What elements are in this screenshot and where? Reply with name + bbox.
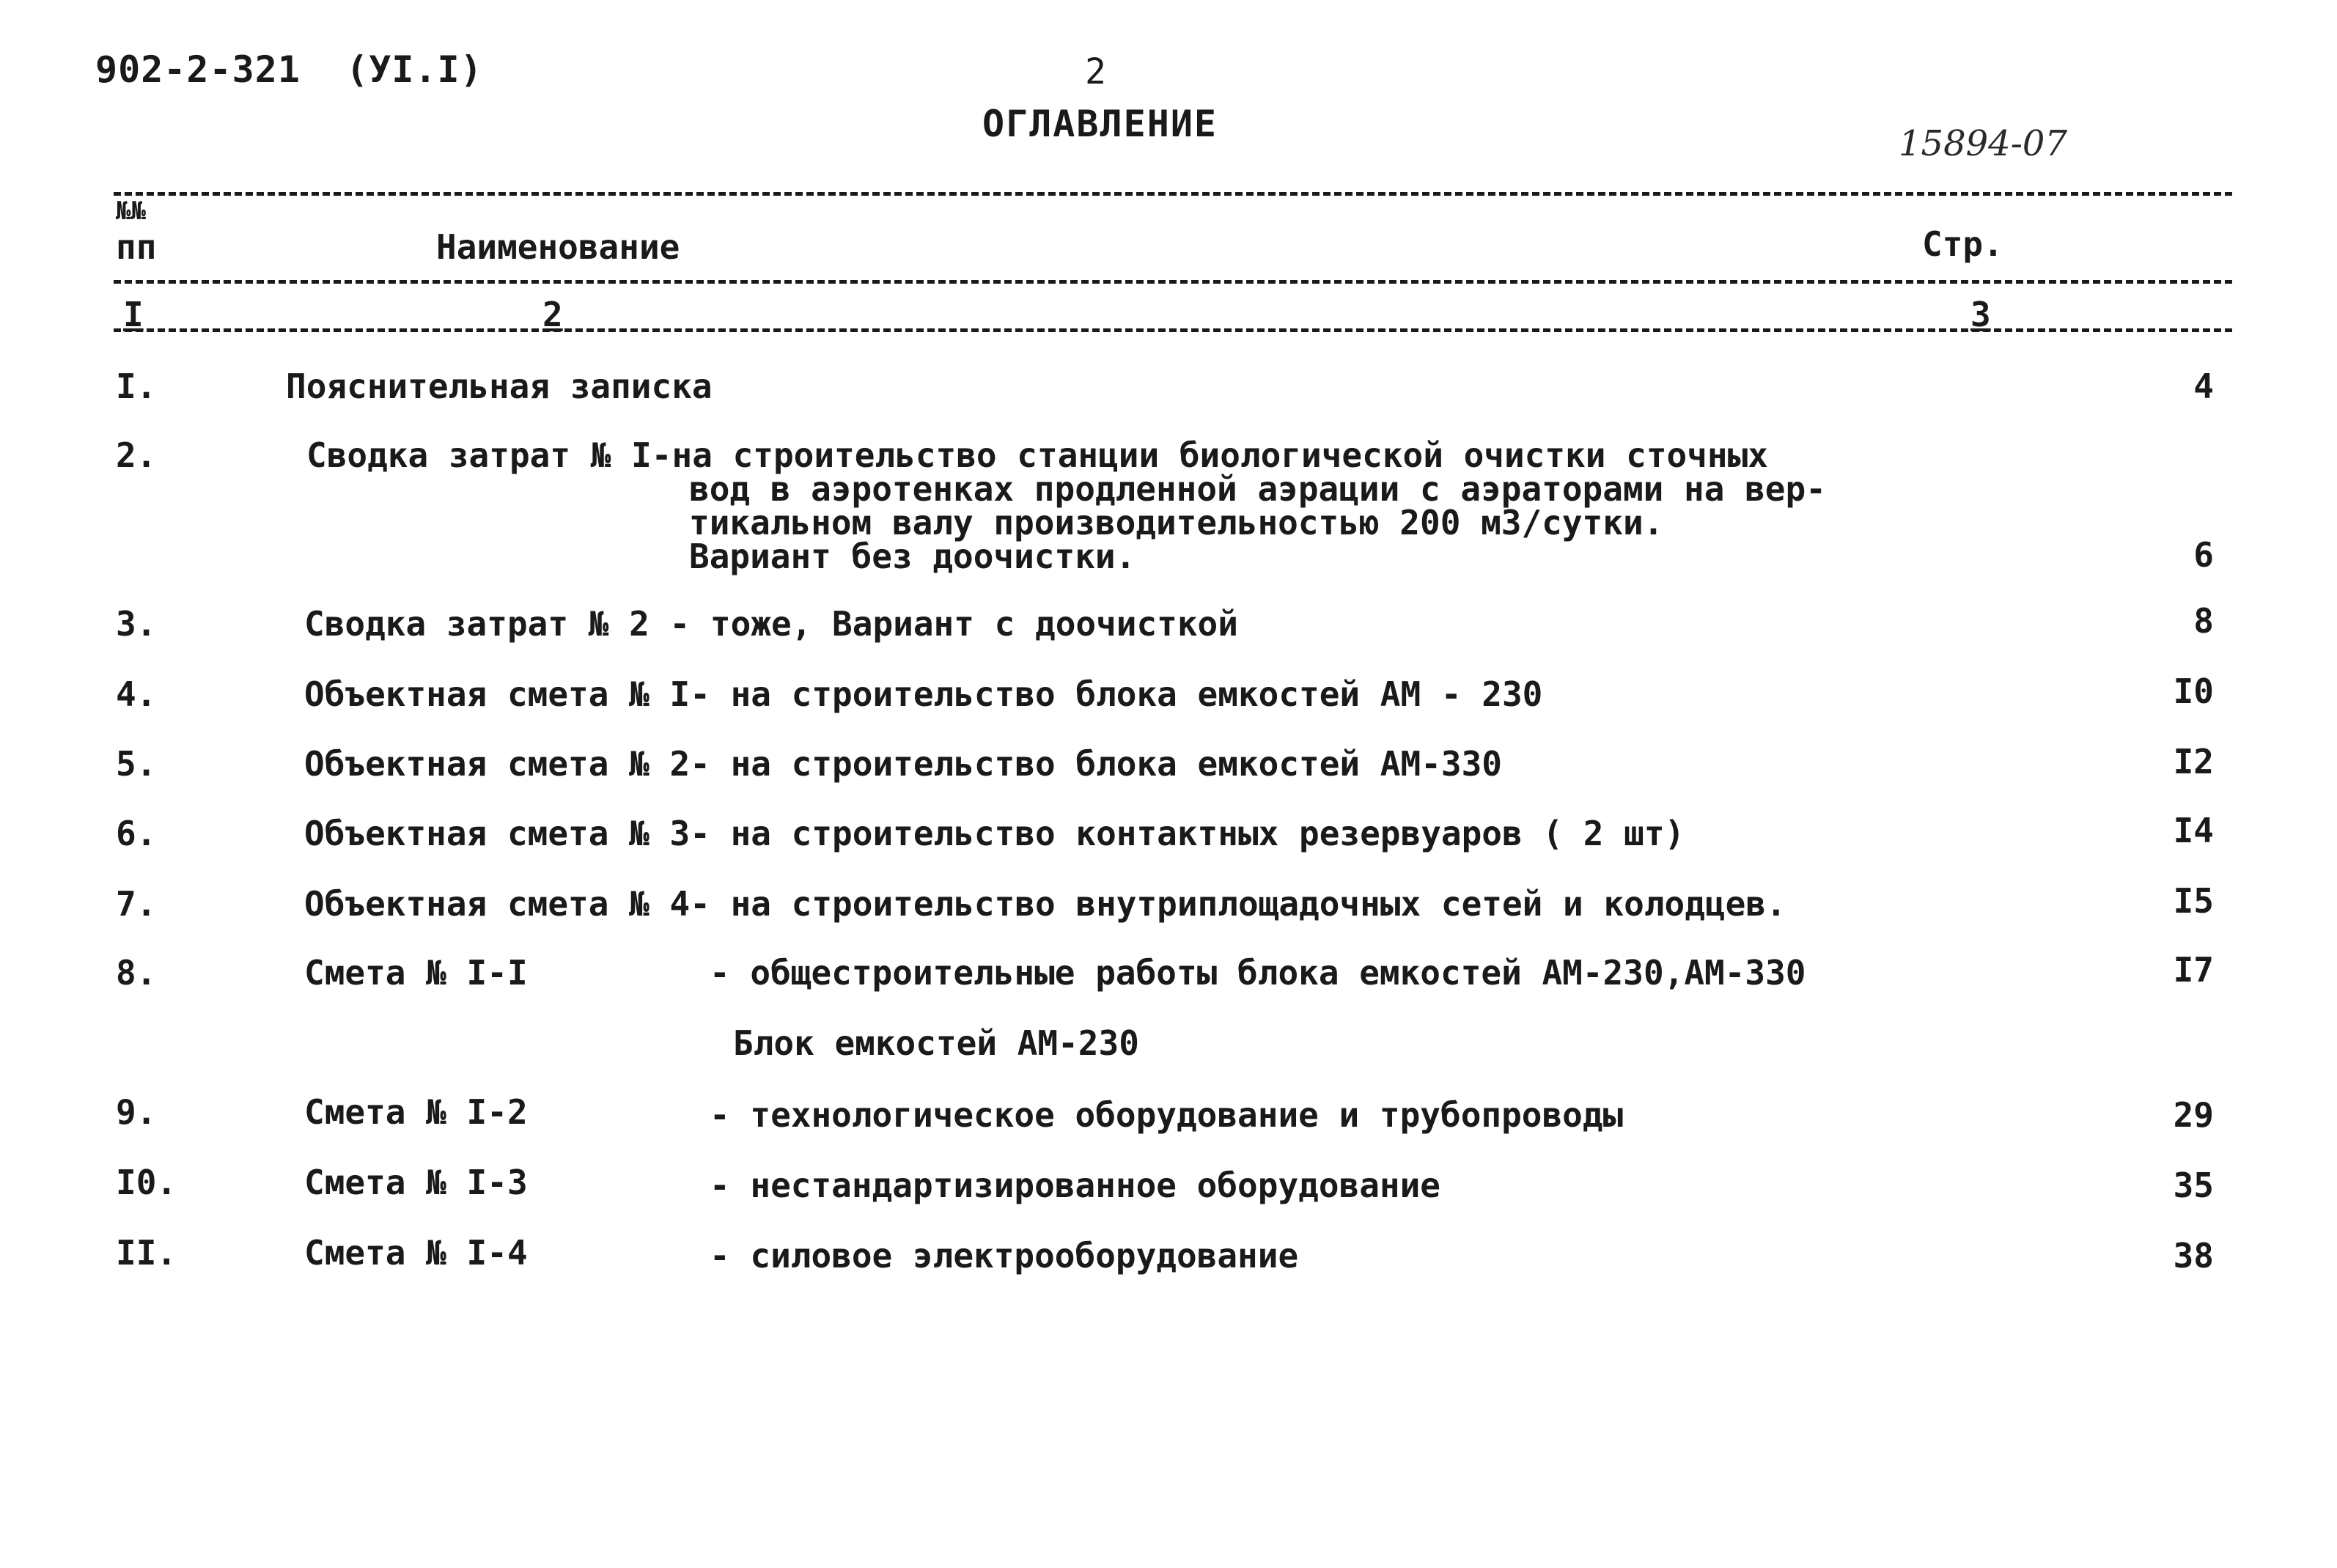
entry-page: I5 [2173,881,2214,921]
page-title: ОГЛАВЛЕНИЕ [982,103,1218,145]
entry-title: Объектная смета № 3- на строительство контактных резервуаров ( 2 шт) [304,814,1685,853]
entry-page: I4 [2173,811,2214,850]
entry-page: I2 [2173,742,2214,781]
entry-title-line: вод в аэротенках продленной аэрации с аэраторами на вер- [689,469,1826,509]
estimate-description: - силовое электрооборудование [710,1236,1299,1276]
entry-page: 38 [2173,1236,2214,1276]
entry-title: Пояснительная записка [286,367,713,406]
entry-number: 3. [116,604,157,644]
entry-title: Сводка затрат № 2 - тоже, Вариант с доочисткой [304,604,1238,644]
entry-number: 4. [116,674,157,714]
column-header-number: пп [116,227,157,267]
column-index-1: I [123,295,144,334]
estimate-description: - общестроительные работы блока емкостей АМ-230,АМ-330 [710,953,1806,993]
estimate-label: Смета № I-4 [304,1233,528,1273]
entry-page: 6 [2193,535,2214,575]
entry-page: 4 [2193,367,2214,406]
entry-number: 5. [116,744,157,784]
column-header-page: Стр. [1922,224,2003,264]
archive-number: 15894-07 [1899,123,2067,164]
entry-title: Объектная смета № I- на строительство блока емкостей АМ - 230 [304,674,1543,714]
document-code: 902-2-321 (УІ.І) [95,48,483,91]
column-index-2: 2 [542,295,563,334]
entry-title-line: Сводка затрат № I-на строительство станции биологической очистки сточных [306,435,1768,475]
table-rule-header-bottom [114,280,2232,284]
column-index-3: 3 [1970,295,1991,334]
entry-title-line: Вариант без доочистки. [689,537,1136,576]
table-rule-index-bottom [114,328,2232,332]
entry-number: 8. [116,953,157,993]
column-header-name: Наименование [436,227,680,267]
entry-page: I7 [2173,950,2214,990]
entry-number: 2. [116,435,157,475]
estimate-description: - технологическое оборудование и трубопроводы [710,1095,1624,1135]
entry-title: Объектная смета № 2- на строительство блока емкостей АМ-330 [304,744,1502,784]
entry-title-line: тикальном валу производительностью 200 м3/сутки. [689,503,1664,542]
estimate-label: Смета № I-2 [304,1092,528,1132]
entry-number: I. [116,367,157,406]
estimate-label: Смета № I-3 [304,1163,528,1202]
entry-page: 8 [2193,601,2214,641]
column-header-number-top: №№ [116,196,146,226]
page-number: 2 [1085,51,1106,92]
entry-page: 35 [2173,1166,2214,1205]
entry-page: 29 [2173,1095,2214,1135]
entry-title: Объектная смета № 4- на строительство внутриплощадочных сетей и колодцев. [304,884,1786,924]
section-heading: Блок емкостей АМ-230 [733,1023,1139,1063]
entry-number: 6. [116,814,157,853]
entry-number: II. [116,1233,177,1273]
estimate-label: Смета № I-I [304,953,528,993]
estimate-description: - нестандартизированное оборудование [710,1166,1440,1205]
entry-page: I0 [2173,671,2214,711]
entry-number: 9. [116,1092,157,1132]
entry-number: I0. [116,1163,177,1202]
entry-number: 7. [116,884,157,924]
table-rule-top [114,192,2232,196]
